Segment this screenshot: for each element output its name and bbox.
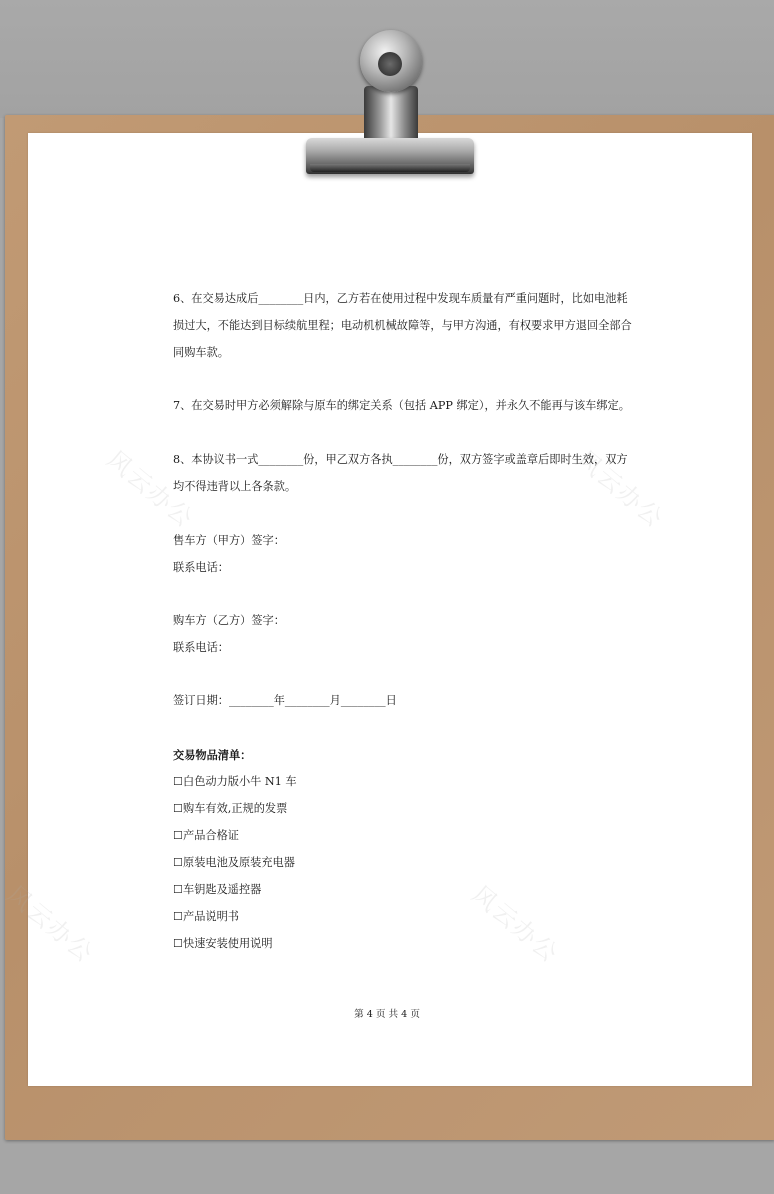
clause-6-line-3: 同购车款。 xyxy=(173,346,229,359)
watermark: 风云办公 xyxy=(466,880,565,969)
clause-7-line-1: 7、在交易时甲方必须解除与原车的绑定关系（包括 APP 绑定），并永久不能再与该车绑定。 xyxy=(173,399,630,412)
binder-clip-lip xyxy=(310,164,470,172)
checklist-item: ☐车钥匙及遥控器 xyxy=(173,883,262,896)
buyer-phone-label: 联系电话： xyxy=(173,641,229,654)
clip-neck xyxy=(364,86,418,142)
checklist-item: ☐产品合格证 xyxy=(173,829,239,842)
clause-6-line-2: 损过大，不能达到目标续航里程；电动机机械故障等，与甲方沟通，有权要求甲方退回全部合 xyxy=(173,319,632,332)
document-page xyxy=(28,133,752,1086)
checklist-title: 交易物品清单： xyxy=(173,748,252,762)
checklist-item: ☐原装电池及原装充电器 xyxy=(173,856,295,869)
clause-8-line-1: 8、本协议书一式________份，甲乙双方各执________份，双方签字或盖章后即时生效，双方 xyxy=(173,453,628,466)
watermark: 风云办公 xyxy=(101,445,200,534)
seller-signature-label: 售车方（甲方）签字： xyxy=(173,534,285,547)
clause-8-line-2: 均不得违背以上各条款。 xyxy=(173,480,297,493)
page-footer: 第 4 页 共 4 页 xyxy=(354,1009,420,1020)
seller-phone-label: 联系电话： xyxy=(173,561,229,574)
clause-6-line-1: 6、在交易达成后________日内，乙方若在使用过程中发现车质量有严重问题时，比如电池耗 xyxy=(173,292,628,305)
checklist-item: ☐快速安装使用说明 xyxy=(173,937,273,950)
watermark: 风云办公 xyxy=(1,880,100,969)
clip-hole xyxy=(378,52,402,76)
checklist-item: ☐产品说明书 xyxy=(173,910,239,923)
signing-date-label: 签订日期：________年________月________日 xyxy=(173,694,397,707)
buyer-signature-label: 购车方（乙方）签字： xyxy=(173,614,285,627)
checklist-item: ☐白色动力版小牛 N1 车 xyxy=(173,775,297,788)
checklist-item: ☐购车有效,正规的发票 xyxy=(173,802,288,815)
watermark: 风云办公 xyxy=(571,445,670,534)
